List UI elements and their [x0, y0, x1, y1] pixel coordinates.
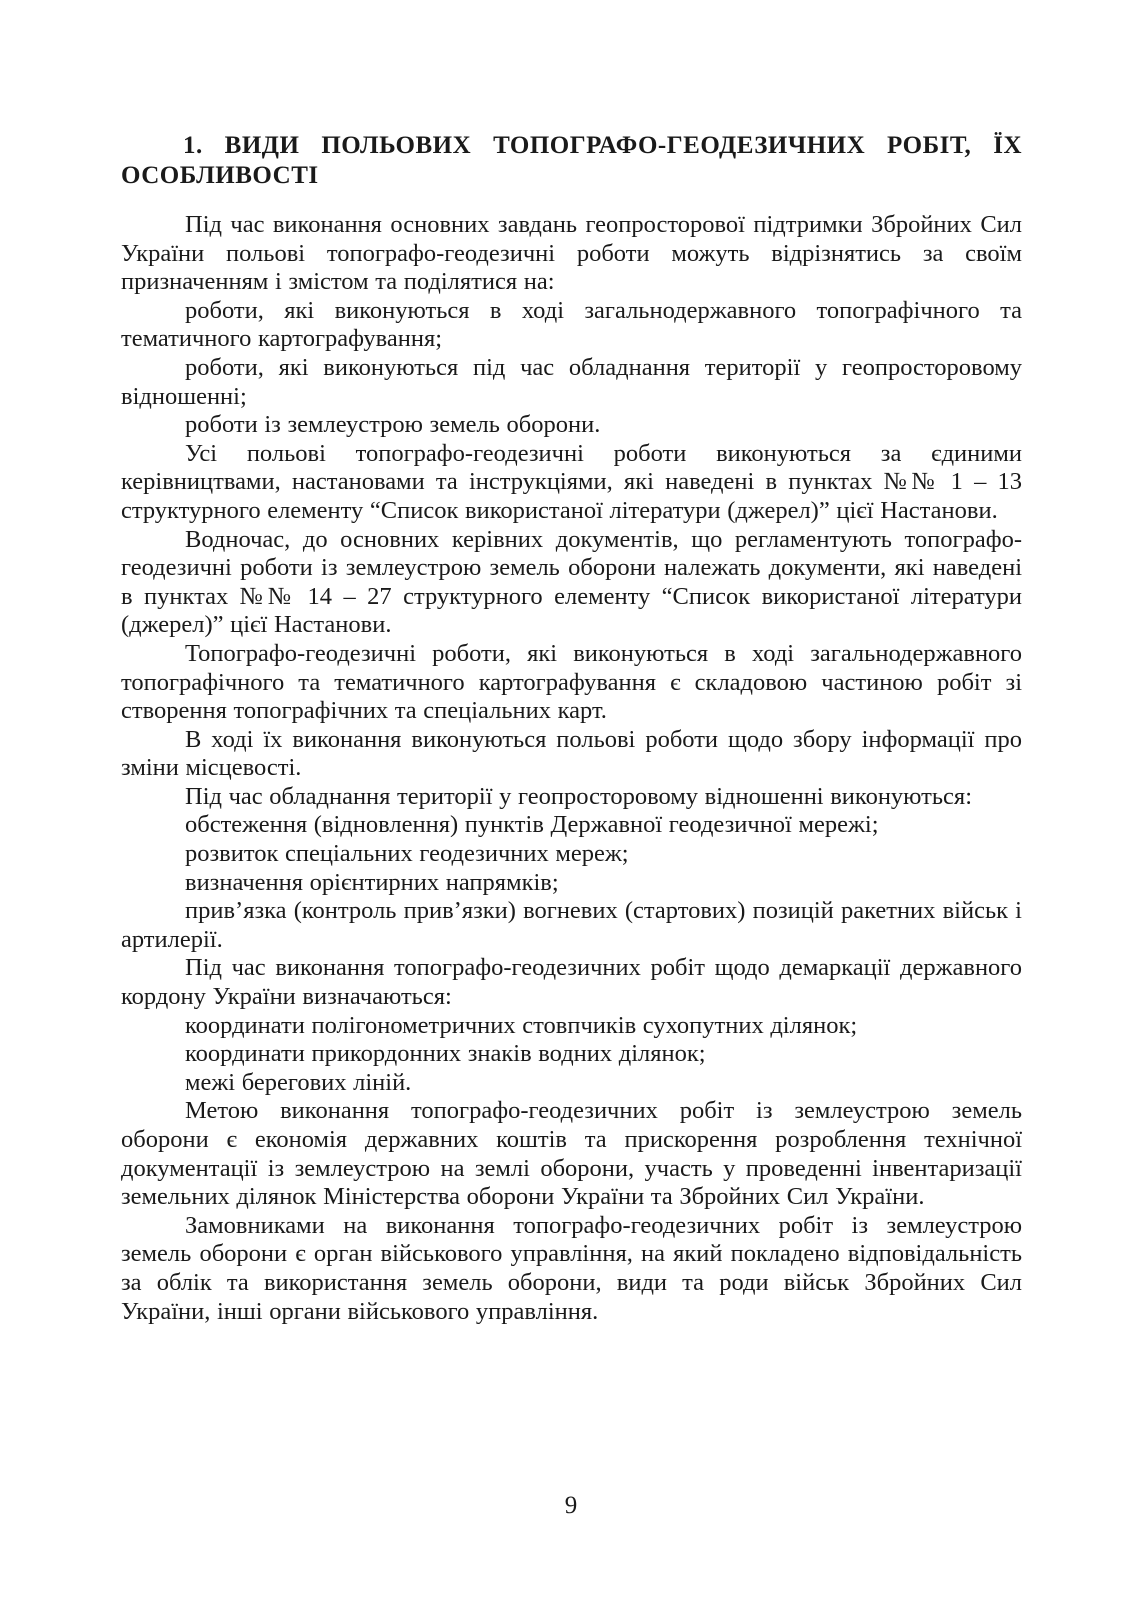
list-item: розвиток спеціальних геодезичних мереж;	[185, 840, 629, 868]
list-item: координати прикордонних знаків водних ділянок;	[185, 1040, 706, 1068]
section-number: 1.	[183, 132, 203, 159]
paragraph: Метою виконання топографо-геодезичних робіт із землеустрою земель оборони є економія державних коштів та прискорення розроблення технічної документації із землеустрою на землі оборони, участь у проведенні інвентаризації земельних ділянок Міністерства оборони України та Збройних Сил України.	[121, 1097, 1022, 1211]
paragraph: Під час виконання топографо-геодезичних робіт щодо демаркації державного кордону України визначаються:	[121, 954, 1022, 1011]
paragraph: Під час виконання основних завдань геопросторової підтримки Збройних Сил України польові топографо-геодезичні роботи можуть відрізнятись за своїм призначенням і змістом та поділятися на:	[121, 211, 1022, 296]
paragraph: Замовниками на виконання топографо-геодезичних робіт із землеустрою земель оборони є орган військового управління, на який покладено відповідальність за облік та використання земель оборони, види та роди військ Збройних Сил України, інші органи військового управління.	[121, 1211, 1022, 1325]
page-number: 9	[564, 1492, 578, 1519]
list-item: визначення орієнтирних напрямків;	[185, 868, 559, 896]
paragraph: Під час обладнання території у геопросторовому відношенні виконуються:	[185, 782, 972, 810]
list-item: межі берегових ліній.	[185, 1068, 412, 1096]
list-item: роботи, які виконуються в ході загальнодержавного топографічного та тематичного картографування;	[121, 296, 1022, 353]
section-title-text: ВИДИ ПОЛЬОВИХ ТОПОГРАФО-ГЕОДЕЗИЧНИХ РОБІТ, ЇХ ОСОБЛИВОСТІ	[121, 132, 1023, 189]
list-item: координати полігонометричних стовпчиків сухопутних ділянок;	[185, 1011, 858, 1039]
paragraph: Водночас, до основних керівних документів, що регламентують топографо-геодезичні роботи із землеустрою земель оборони належать документи, які наведені в пунктах №№ 14 – 27 структурного елементу “Список використаної літератури (джерел)” цієї Настанови.	[121, 525, 1022, 639]
list-item: роботи із землеустрою земель оборони.	[185, 411, 601, 439]
paragraph: Усі польові топографо-геодезичні роботи виконуються за єдиними керівництвами, настановами та інструкціями, які наведені в пунктах №№ 1 – 13 структурного елементу “Список використаної літератури (джерел)” цієї Настанови.	[121, 439, 1022, 524]
list-item: роботи, які виконуються під час обладнання території у геопросторовому відношенні;	[121, 353, 1022, 410]
list-item: прив’язка (контроль прив’язки) вогневих (стартових) позицій ракетних військ і артилерії.	[121, 897, 1022, 953]
list-item: обстеження (відновлення) пунктів Державної геодезичної мережі;	[185, 811, 879, 839]
paragraph: В ході їх виконання виконуються польові роботи щодо збору інформації про зміни місцевості.	[121, 725, 1022, 782]
body-text	[121, 211, 1022, 1326]
section-heading	[121, 131, 1022, 191]
document-page	[121, 131, 1022, 1326]
paragraph: Топографо-геодезичні роботи, які виконуються в ході загальнодержавного топографічного та тематичного картографування є складовою частиною робіт зі створення топографічних та спеціальних карт.	[121, 639, 1022, 725]
